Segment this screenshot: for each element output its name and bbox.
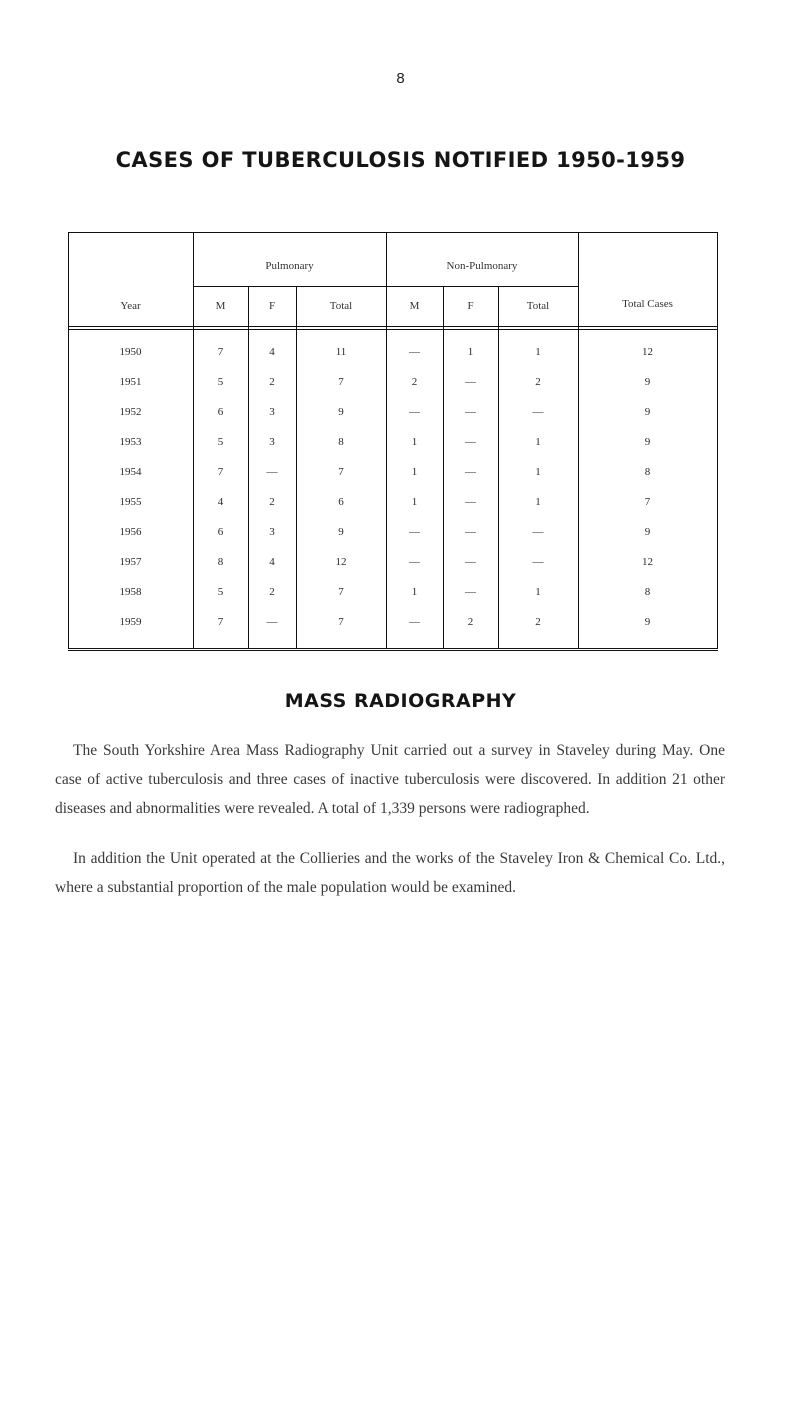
cell-non-pulmonary-total: 2: [535, 616, 541, 628]
table-header-rule: [68, 326, 718, 327]
cell-non-pulmonary-m: 1: [411, 436, 418, 448]
cell-pulmonary-m: 7: [217, 466, 224, 478]
cell-pulmonary-total: 9: [338, 526, 344, 538]
cell-pulmonary-m: 5: [217, 436, 224, 448]
cell-non-pulmonary-m: 1: [411, 586, 418, 598]
table-row: [68, 586, 718, 606]
cell-pulmonary-f: —: [266, 466, 278, 478]
cell-pulmonary-f: 2: [269, 376, 275, 388]
table-row: [68, 376, 718, 396]
cell-total-cases: 8: [644, 586, 651, 598]
table-row: [68, 406, 718, 426]
cell-non-pulmonary-f: —: [465, 556, 476, 568]
cell-non-pulmonary-f: —: [465, 526, 476, 538]
table-row: [68, 616, 718, 636]
paragraph-survey: The South Yorkshire Area Mass Radiography Unit carried out a survey in Staveley during May. One case of active tuberculosis and three cases of inactive tuberculosis were discovered. In addition 21 other diseases and abnormalities were revealed. A total of 1,339 persons were radiographed.: [55, 742, 725, 817]
cell-non-pulmonary-total: 1: [535, 346, 541, 358]
cell-pulmonary-total: 12: [335, 556, 347, 568]
cell-pulmonary-m: 5: [217, 586, 224, 598]
cell-total-cases: 9: [644, 526, 651, 538]
cell-pulmonary-m: 7: [217, 346, 224, 358]
table-row: [68, 556, 718, 576]
cell-non-pulmonary-total: 1: [535, 436, 541, 448]
cell-year: 1954: [119, 466, 142, 478]
page-title: CASES OF TUBERCULOSIS NOTIFIED 1950-1959: [115, 148, 686, 172]
cell-year: 1958: [119, 586, 142, 598]
cell-pulmonary-m: 8: [217, 556, 224, 568]
cell-non-pulmonary-f: —: [465, 406, 476, 418]
header-non-pulmonary-f: F: [467, 300, 474, 312]
cell-pulmonary-total: 7: [338, 466, 344, 478]
table-header-rule-2: [68, 329, 718, 330]
cell-non-pulmonary-m: 2: [411, 376, 418, 388]
table-row: [68, 496, 718, 516]
cell-pulmonary-f: 2: [269, 496, 275, 508]
cell-total-cases: 9: [644, 616, 651, 628]
cell-non-pulmonary-m: —: [409, 616, 420, 628]
header-non-pulmonary-total: Total: [526, 300, 550, 312]
cell-year: 1953: [119, 436, 142, 448]
cell-pulmonary-total: 11: [335, 346, 347, 358]
cell-total-cases: 7: [644, 496, 651, 508]
cell-non-pulmonary-f: —: [465, 496, 476, 508]
cell-year: 1955: [119, 496, 142, 508]
table-row: [68, 436, 718, 456]
cell-pulmonary-m: 7: [217, 616, 224, 628]
tuberculosis-table: [68, 232, 718, 650]
cell-non-pulmonary-total: 1: [535, 466, 541, 478]
cell-year: 1959: [119, 616, 142, 628]
cell-non-pulmonary-f: —: [465, 586, 476, 598]
cell-non-pulmonary-f: —: [465, 436, 476, 448]
header-pulmonary: Pulmonary: [265, 260, 314, 272]
cell-non-pulmonary-m: —: [409, 406, 420, 418]
header-pulmonary-total: Total: [329, 300, 353, 312]
header-non-pulmonary: Non-Pulmonary: [446, 260, 518, 272]
cell-pulmonary-m: 6: [217, 406, 224, 418]
cell-year: 1956: [119, 526, 142, 538]
header-total-cases: Total Cases: [622, 298, 673, 310]
cell-pulmonary-m: 4: [217, 496, 224, 508]
cell-non-pulmonary-f: —: [465, 466, 476, 478]
header-pulmonary-m: M: [215, 300, 226, 312]
cell-non-pulmonary-total: —: [532, 406, 544, 418]
cell-total-cases: 12: [642, 556, 653, 568]
cell-pulmonary-f: 3: [269, 526, 275, 538]
cell-non-pulmonary-total: —: [532, 526, 544, 538]
table-bottom-rule-2: [68, 650, 718, 651]
cell-pulmonary-total: 7: [338, 586, 344, 598]
cell-total-cases: 9: [644, 376, 651, 388]
paragraph-collieries: In addition the Unit operated at the Collieries and the works of the Staveley Iron & Chemical Co. Ltd., where a substantial proportion of the male population would be examined.: [55, 850, 725, 896]
cell-pulmonary-m: 5: [217, 376, 224, 388]
cell-pulmonary-f: 4: [269, 346, 275, 358]
cell-pulmonary-f: 3: [269, 406, 275, 418]
table-bottom-rule: [68, 648, 718, 649]
cell-non-pulmonary-m: —: [409, 526, 420, 538]
cell-non-pulmonary-f: 2: [467, 616, 474, 628]
cell-year: 1950: [119, 346, 142, 358]
table-row: [68, 346, 718, 366]
cell-non-pulmonary-m: 1: [411, 496, 418, 508]
cell-non-pulmonary-total: 1: [535, 496, 541, 508]
cell-pulmonary-f: 4: [269, 556, 275, 568]
cell-pulmonary-total: 7: [338, 616, 344, 628]
cell-pulmonary-total: 8: [338, 436, 344, 448]
cell-non-pulmonary-m: —: [409, 556, 420, 568]
table-row: [68, 466, 718, 486]
header-year: Year: [120, 300, 141, 312]
cell-non-pulmonary-total: 2: [535, 376, 541, 388]
cell-total-cases: 8: [644, 466, 651, 478]
cell-non-pulmonary-f: 1: [467, 346, 474, 358]
cell-non-pulmonary-f: —: [465, 376, 476, 388]
cell-total-cases: 12: [642, 346, 653, 358]
header-non-pulmonary-m: M: [409, 300, 420, 312]
cell-total-cases: 9: [644, 436, 651, 448]
cell-pulmonary-f: 2: [269, 586, 275, 598]
cell-non-pulmonary-m: 1: [411, 466, 418, 478]
section-title: MASS RADIOGRAPHY: [284, 690, 517, 712]
cell-total-cases: 9: [644, 406, 651, 418]
cell-non-pulmonary-total: 1: [535, 586, 541, 598]
cell-year: 1952: [119, 406, 142, 418]
cell-pulmonary-f: 3: [269, 436, 275, 448]
table-row: [68, 526, 718, 546]
cell-pulmonary-total: 6: [338, 496, 344, 508]
cell-pulmonary-total: 7: [338, 376, 344, 388]
cell-year: 1957: [119, 556, 142, 568]
cell-pulmonary-f: —: [266, 616, 278, 628]
cell-year: 1951: [119, 376, 142, 388]
table-top-rule: [68, 232, 718, 233]
cell-pulmonary-m: 6: [217, 526, 224, 538]
cell-non-pulmonary-total: —: [532, 556, 544, 568]
page-number: 8: [396, 70, 405, 87]
cell-non-pulmonary-m: —: [409, 346, 420, 358]
header-pulmonary-f: F: [268, 300, 276, 312]
cell-pulmonary-total: 9: [338, 406, 344, 418]
